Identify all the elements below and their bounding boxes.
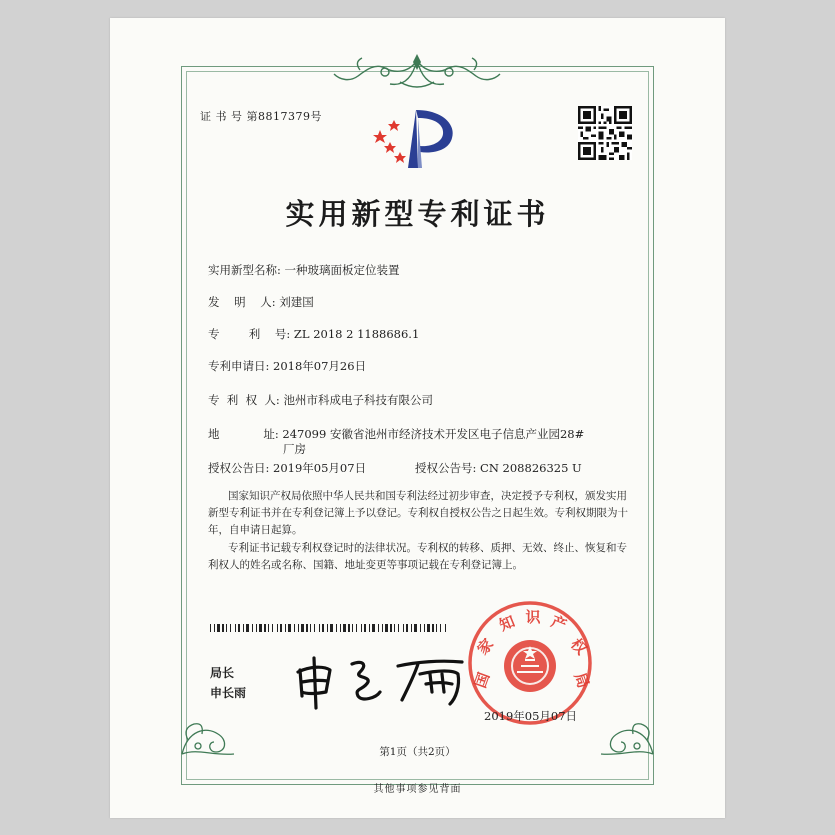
grant-no-label: 授权公告号: bbox=[415, 461, 477, 475]
seal-date: 2019年05月07日 bbox=[484, 709, 578, 723]
grant-value: 2019年05月07日 bbox=[273, 461, 367, 475]
footer-note: 其他事项参见背面 bbox=[373, 784, 462, 795]
barcode bbox=[210, 624, 450, 632]
grant-number-row bbox=[415, 460, 582, 476]
patent-label: 专 利 号: bbox=[208, 327, 291, 341]
certificate-number: 证 书 号 第8817379号 bbox=[200, 110, 322, 123]
body-paragraph-2 bbox=[208, 540, 633, 574]
grant-label: 授权公告日: bbox=[208, 461, 270, 475]
top-ornament bbox=[330, 52, 505, 94]
name-value: 一种玻璃面板定位装置 bbox=[284, 263, 400, 277]
grant-date-row bbox=[208, 460, 366, 476]
svg-text:识: 识 bbox=[525, 608, 541, 626]
address-value-1: 247099 安徽省池州市经济技术开发区电子信息产业园28# bbox=[282, 427, 585, 441]
para1-line3: 年，自申请日起算。 bbox=[208, 524, 303, 536]
body-paragraph-1 bbox=[208, 488, 633, 539]
patent-office-logo bbox=[372, 106, 462, 170]
handwritten-signature bbox=[290, 652, 470, 710]
name-label: 实用新型名称: bbox=[208, 263, 281, 277]
address-value-2: 厂房 bbox=[283, 442, 306, 456]
address-label: 地 址: bbox=[208, 427, 279, 441]
patent-value: ZL 2018 2 1188686.1 bbox=[293, 327, 420, 341]
director-title: 局长 bbox=[210, 666, 235, 680]
inventor-label: 发 明 人: bbox=[208, 295, 276, 309]
qr-code bbox=[578, 106, 632, 160]
svg-text:家: 家 bbox=[473, 635, 497, 659]
utility-model-name-row bbox=[208, 262, 400, 278]
para1-line1: 国家知识产权局依照中华人民共和国专利法经过初步审查，决定授予专利权，颁发实用 bbox=[228, 490, 627, 502]
para2-line1: 专利证书记载专利权登记时的法律状况。专利权的转移、质押、无效、终止、恢复和专 bbox=[228, 542, 627, 554]
inventor-value: 刘建国 bbox=[279, 295, 314, 309]
patentee-row bbox=[208, 392, 433, 408]
owner-label: 专 利 权 人: bbox=[208, 393, 280, 407]
certificate-title: 实用新型专利证书 bbox=[285, 197, 550, 231]
owner-value: 池州市科成电子科技有限公司 bbox=[283, 393, 433, 407]
svg-text:产: 产 bbox=[548, 612, 570, 635]
para1-line2: 新型专利证书并在专利登记簿上予以登记。专利权自授权公告之日起生效。专利权期限为十 bbox=[208, 507, 628, 519]
inventor-row bbox=[208, 294, 314, 310]
svg-text:国: 国 bbox=[471, 670, 494, 691]
patent-number-row bbox=[208, 326, 419, 342]
address-row bbox=[208, 426, 584, 442]
filing-value: 2018年07月26日 bbox=[273, 359, 367, 373]
grant-no-value: CN 208826325 U bbox=[480, 461, 582, 475]
para2-line2: 利权人的姓名或名称、国籍、地址变更等事项记载在专利登记簿上。 bbox=[208, 559, 523, 571]
filing-label: 专利申请日: bbox=[208, 359, 270, 373]
director-name: 申长雨 bbox=[210, 686, 247, 700]
address-row-2 bbox=[283, 441, 306, 457]
svg-text:局: 局 bbox=[570, 670, 593, 691]
svg-text:权: 权 bbox=[567, 635, 591, 659]
filing-date-row bbox=[208, 358, 366, 374]
page-number: 第1页（共2页） bbox=[379, 746, 456, 758]
svg-text:知: 知 bbox=[496, 612, 518, 635]
